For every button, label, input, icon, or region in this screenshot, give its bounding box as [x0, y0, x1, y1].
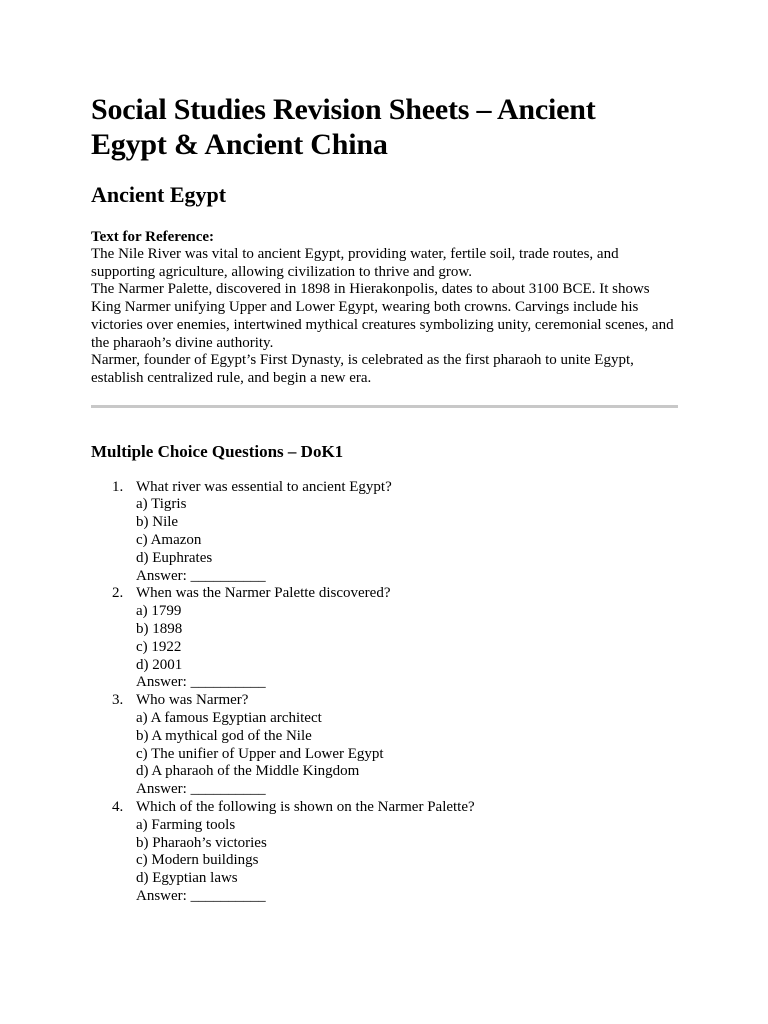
answer-option-a: a) Tigris	[136, 496, 187, 513]
answer-option-b: b) 1898	[136, 621, 183, 637]
section-title-ancient-egypt: Ancient Egypt	[91, 182, 227, 207]
reference-paragraph-palette: The Narmer Palette, discovered in 1898 in Hierakonpolis, dates to about 3100 BCE. It shows King Narmer unifying Upper and Lower Egypt, wearing both crowns. Carvings include his victories over enemies, intertwined mythical creatures symbolizing unity, ceremonial scenes, and the pharaoh’s divine authority.	[91, 281, 674, 351]
answer-option-d: d) 2001	[136, 656, 183, 673]
document-title: Social Studies Revision Sheets – Ancient Egypt & Ancient China	[91, 93, 596, 161]
question-text: Who was Narmer?	[136, 692, 249, 709]
answer-option-c: c) Amazon	[136, 532, 202, 549]
section-divider	[91, 405, 678, 408]
question-item-2	[91, 585, 678, 692]
question-text: Which of the following is shown on the Narmer Palette?	[136, 798, 475, 815]
answer-option-c: c) 1922	[136, 638, 182, 655]
question-number: 4.	[112, 798, 124, 815]
question-number: 2.	[112, 585, 124, 602]
answer-blank: Answer: __________	[136, 567, 266, 584]
reference-label: Text for Reference:	[91, 229, 215, 245]
answer-option-b: b) Pharaoh’s victories	[136, 834, 267, 851]
answer-blank: Answer: __________	[136, 674, 266, 691]
answer-option-a: a) A famous Egyptian architect	[136, 709, 322, 726]
question-list	[91, 479, 678, 906]
answer-option-c: c) Modern buildings	[136, 852, 259, 869]
question-item-1	[91, 479, 678, 586]
question-item-3	[91, 692, 678, 799]
answer-option-a: a) Farming tools	[136, 816, 236, 833]
answer-option-c: c) The unifier of Upper and Lower Egypt	[136, 745, 384, 762]
reference-paragraph-narmer: Narmer, founder of Egypt’s First Dynasty, is celebrated as the first pharaoh to unite Egypt, establish centralized rule, and begin a new era.	[91, 352, 634, 386]
mcq-section-title: Multiple Choice Questions – DoK1	[91, 441, 344, 461]
answer-option-d: d) Euphrates	[136, 549, 213, 566]
reference-paragraph-nile: The Nile River was vital to ancient Egypt, providing water, fertile soil, trade routes, and supporting agriculture, allowing civilization to thrive and grow.	[91, 246, 619, 280]
answer-blank: Answer: __________	[136, 781, 266, 798]
answer-blank: Answer: __________	[136, 887, 266, 904]
answer-option-b: b) Nile	[136, 514, 179, 531]
question-text: What river was essential to ancient Egypt?	[136, 478, 392, 495]
answer-option-a: a) 1799	[136, 603, 182, 620]
question-number: 3.	[112, 692, 124, 709]
question-text: When was the Narmer Palette discovered?	[136, 585, 391, 602]
answer-option-b: b) A mythical god of the Nile	[136, 727, 312, 744]
question-item-4	[91, 799, 678, 906]
answer-option-d: d) Egyptian laws	[136, 870, 238, 887]
answer-option-d: d) A pharaoh of the Middle Kingdom	[136, 763, 360, 780]
question-number: 1.	[112, 478, 124, 495]
